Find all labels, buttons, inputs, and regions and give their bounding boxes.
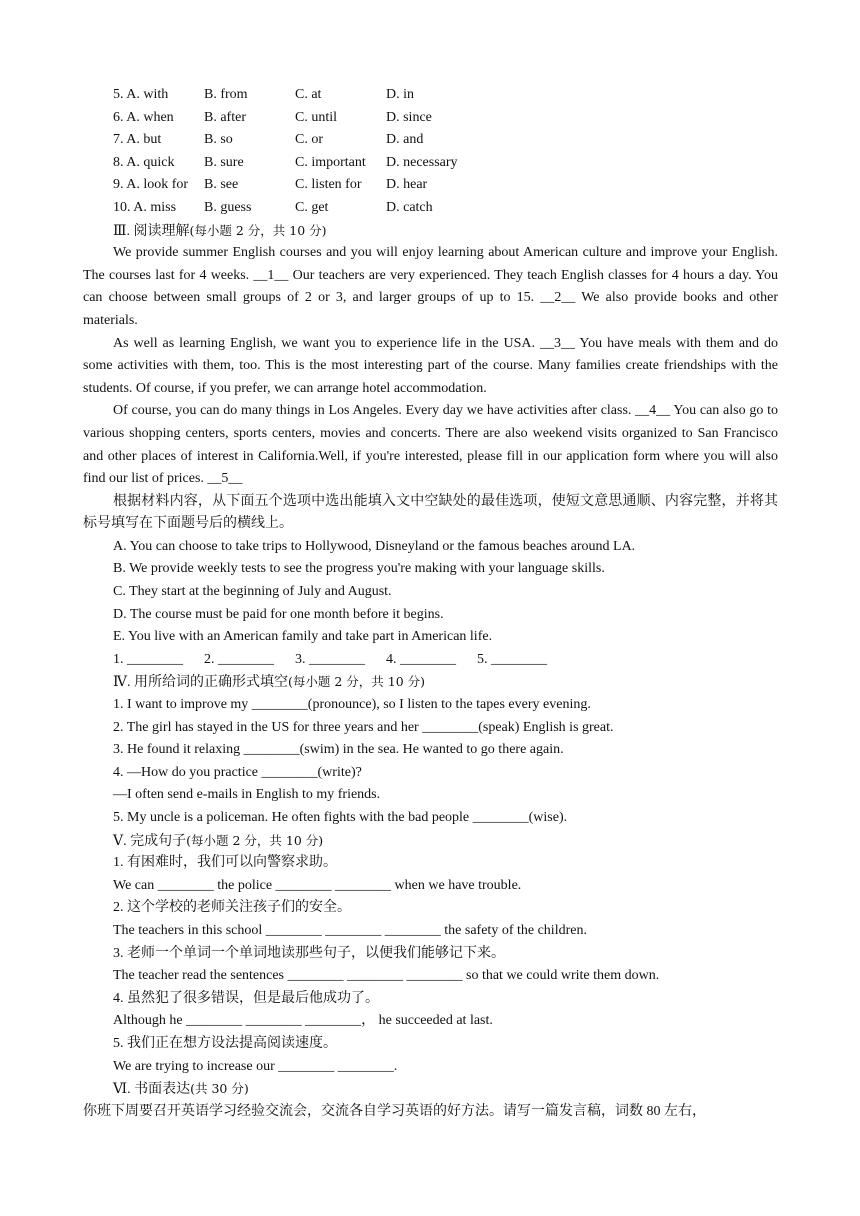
reading-instruction: 根据材料内容，从下面五个选项中选出能填入文中空缺处的最佳选项，使短文意思通顺、内容完整，并将其标号填写在下面题号后的横线上。: [83, 493, 778, 532]
section-title: Ⅴ. 完成句子: [113, 833, 187, 849]
option-b: B. see: [204, 177, 239, 193]
section-title: Ⅳ. 用所给词的正确形式填空: [113, 675, 288, 691]
option-row: [83, 174, 778, 197]
cloze-options: [83, 84, 778, 220]
reading-paragraph: Of course, you can do many things in Los Angeles. Every day we have activities after class. __4__ You can also go to various shopping centers, sports centers, movies and concerts. There are also weekend visits organized to San Francisco and other places of interest in California.Well, if you're interested, please fill in our application form where you will also find our list of prices. __5__: [83, 403, 778, 487]
answer-blank: 3. ________: [295, 651, 365, 667]
page-content: [83, 84, 778, 1123]
question-item: 1. I want to improve my ________(pronounce), so I listen to the tapes every evening.: [113, 697, 591, 713]
option-a: 10. A. miss: [113, 199, 177, 215]
option-row: [83, 107, 778, 130]
option-d: D. in: [386, 87, 414, 102]
reading-paragraph: As well as learning English, we want you to experience life in the USA. __3__ You have meals with them and do some activities with them, too. This is the most interesting part of the course. Many families create friendships with the students. Of course, if you prefer, we can arrange hotel accommodation.: [83, 335, 778, 396]
option-row: [83, 84, 778, 107]
question-item: 5. 我们正在想方设法提高阅读速度。: [113, 1035, 337, 1051]
option-row: [83, 197, 778, 220]
option-b: B. so: [204, 132, 233, 148]
answer-blank: 1. ________: [113, 651, 183, 667]
option-c: C. important: [295, 154, 366, 170]
section-score: (每小题 2 分，共 10 分): [189, 222, 327, 238]
answer-blanks: [83, 649, 778, 672]
choice-item: A. You can choose to take trips to Hollywood, Disneyland or the famous beaches around LA.: [113, 538, 636, 554]
choice-item: B. We provide weekly tests to see the progress you're making with your language skills.: [113, 561, 605, 577]
question-item: 3. He found it relaxing ________(swim) in the sea. He wanted to go there again.: [113, 742, 564, 758]
writing-prompt: 你班下周要召开英语学习经验交流会，交流各自学习英语的好方法。请写一篇发言稿，词数 80 左右，: [83, 1103, 706, 1119]
option-d: D. necessary: [386, 154, 458, 170]
option-c: C. until: [295, 109, 338, 125]
choice-item: E. You live with an American family and take part in American life.: [113, 629, 493, 645]
reading-paragraph: We provide summer English courses and you will enjoy learning about American culture and improve your English. The courses last for 4 weeks. __1__ Our teachers are very experienced. They teach English classes for 4 hours a day. You can choose between small groups of 2 or 3, and larger groups of up to 15. __2__ We also provide books and other materials.: [83, 245, 778, 328]
question-item: 3. 老师一个单词一个单词地读那些句子，以便我们能够记下来。: [113, 945, 505, 961]
option-a: 9. A. look for: [113, 177, 189, 193]
section-score: (每小题 2 分，共 10 分): [288, 674, 426, 690]
section-title: Ⅵ. 书面表达: [113, 1082, 191, 1098]
answer-blank: 2. ________: [204, 651, 274, 667]
option-d: D. catch: [386, 199, 433, 215]
option-a: 5. A. with: [113, 87, 169, 102]
option-d: D. and: [386, 132, 424, 148]
option-d: D. hear: [386, 177, 428, 193]
question-item: 4. —How do you practice ________(write)?: [113, 764, 362, 780]
section-score: (共 30 分): [190, 1081, 249, 1097]
question-item: 2. 这个学校的老师关注孩子们的安全。: [113, 900, 351, 916]
section-score: (每小题 2 分，共 10 分): [186, 832, 324, 848]
question-item: The teacher read the sentences ________ ________ ________ so that we could write them down.: [113, 968, 660, 984]
section-heading-reading: [83, 220, 778, 243]
option-c: C. get: [295, 199, 329, 215]
option-b: B. guess: [204, 199, 252, 215]
choice-item: C. They start at the beginning of July and August.: [113, 584, 392, 600]
question-item: The teachers in this school ________ ________ ________ the safety of the children.: [113, 922, 587, 938]
section-title: Ⅲ. 阅读理解: [113, 223, 190, 239]
option-c: C. listen for: [295, 177, 362, 193]
option-d: D. since: [386, 109, 432, 125]
option-b: B. from: [204, 87, 248, 102]
option-row: [83, 129, 778, 152]
question-item: 4. 虽然犯了很多错误，但是最后他成功了。: [113, 990, 379, 1006]
question-item: 5. My uncle is a policeman. He often fights with the bad people ________(wise).: [113, 810, 568, 825]
question-item: 1. 有困难时，我们可以向警察求助。: [113, 855, 337, 871]
option-c: C. at: [295, 87, 322, 102]
choice-item: D. The course must be paid for one month before it begins.: [113, 606, 444, 622]
question-item: We are trying to increase our ________ ________.: [113, 1058, 398, 1074]
answer-blank: 4. ________: [386, 651, 456, 667]
option-b: B. after: [204, 109, 246, 125]
question-item: Although he ________ ________ ________， he succeeded at last.: [113, 1013, 493, 1029]
question-item: —I often send e-mails in English to my friends.: [113, 787, 381, 803]
section-heading-word-forms: [83, 671, 778, 694]
section-heading-sentences: [83, 830, 778, 853]
section-heading-writing: [83, 1078, 778, 1101]
option-c: C. or: [295, 132, 323, 148]
option-a: 6. A. when: [113, 109, 174, 125]
option-a: 8. A. quick: [113, 154, 175, 170]
option-row: [83, 152, 778, 175]
option-a: 7. A. but: [113, 132, 162, 148]
question-item: We can ________ the police ________ ________ when we have trouble.: [113, 877, 522, 893]
option-b: B. sure: [204, 154, 244, 170]
answer-blank: 5. ________: [477, 651, 547, 667]
question-item: 2. The girl has stayed in the US for three years and her ________(speak) English is great.: [113, 719, 614, 735]
